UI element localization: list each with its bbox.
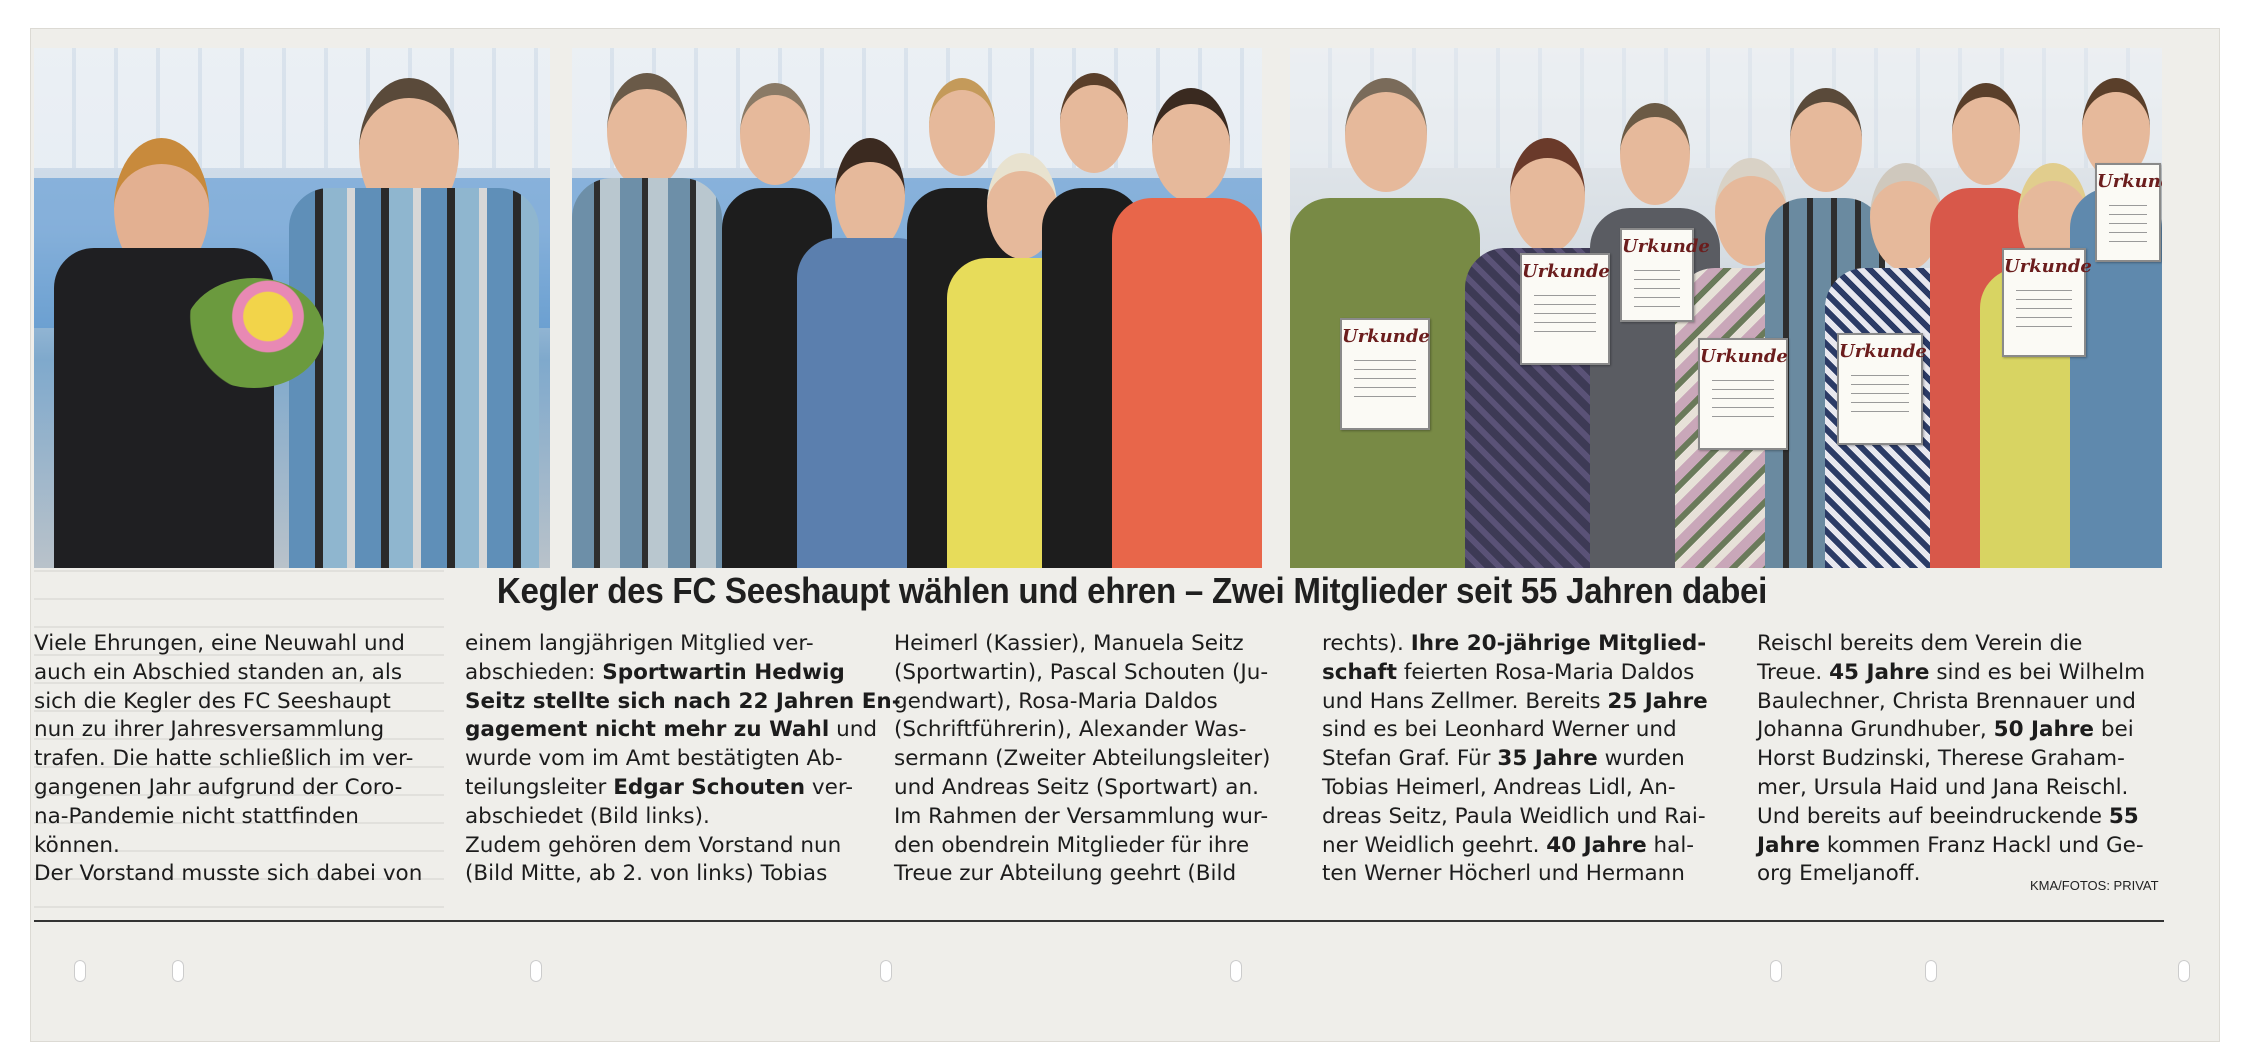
text-run: Heimerl (Kassier), Manuela Seitz — [894, 631, 1244, 656]
text-run: trafen. Die hatte schließlich im ver- — [34, 746, 414, 772]
text-run: (Bild Mitte, ab 2. von links) Tobias — [465, 861, 828, 887]
photo-board — [572, 48, 1262, 568]
text-line — [894, 659, 1304, 688]
text-run: wurden — [1597, 746, 1685, 772]
punch-mark — [2178, 960, 2190, 982]
text-line — [34, 860, 444, 889]
text-run: Horst Budzinski, Therese Graham- — [1757, 746, 2125, 772]
bold-text: 25 Jahre — [1607, 688, 1708, 714]
bold-text: Ihre 20-jährige Mitglied- — [1410, 631, 1707, 656]
text-line — [1757, 803, 2167, 832]
bold-text: Seitz stellte sich nach 22 Jahren En- — [465, 688, 901, 714]
text-run: abschiedet (Bild links). — [465, 803, 710, 829]
text-run: wurde vom im Amt bestätigten Ab- — [465, 746, 843, 772]
text-line — [465, 803, 875, 832]
bold-text: 45 Jahre — [1829, 659, 1930, 685]
text-run: hal- — [1646, 832, 1695, 858]
text-run: Treue. — [1757, 659, 1830, 685]
text-run: ner Weidlich geehrt. — [1322, 832, 1547, 858]
text-run: Treue zur Abteilung geehrt (Bild — [894, 861, 1237, 887]
text-run: na-Pandemie nicht stattfinden — [34, 803, 359, 829]
text-run: kommen Franz Hackl und Ge- — [1820, 832, 2144, 858]
certificate — [1698, 338, 1788, 450]
text-line — [1322, 774, 1732, 803]
horizontal-rule — [34, 920, 2164, 922]
text-run: Und bereits auf beeindruckende — [1757, 803, 2109, 829]
text-run: Reischl bereits dem Verein die — [1757, 631, 2083, 656]
text-column-4 — [1322, 630, 1732, 889]
person-7 — [1112, 48, 1262, 568]
text-run: ten Werner Höcherl und Hermann — [1322, 861, 1685, 887]
text-line — [1757, 716, 2167, 745]
punch-mark — [530, 960, 542, 982]
text-line — [465, 630, 875, 659]
text-line — [465, 716, 875, 745]
text-line — [1322, 630, 1732, 659]
text-run: sind es bei Wilhelm — [1929, 659, 2146, 685]
person-1 — [572, 48, 722, 568]
text-line — [465, 860, 875, 889]
text-line — [1322, 659, 1732, 688]
bold-text: 35 Jahre — [1497, 746, 1598, 772]
text-run: Johanna Grundhuber, — [1757, 717, 1994, 743]
text-line — [34, 774, 444, 803]
punch-mark — [1925, 960, 1937, 982]
certificate — [1620, 228, 1694, 322]
text-run: Der Vorstand musste sich dabei von — [34, 861, 423, 887]
punch-mark — [74, 960, 86, 982]
bold-text: Sportwartin Hedwig — [602, 659, 845, 685]
bold-text: gagement nicht mehr zu Wahl — [465, 717, 830, 743]
text-line — [894, 745, 1304, 774]
text-line — [1757, 774, 2167, 803]
honoree-1 — [1290, 48, 1480, 568]
text-column-3 — [894, 630, 1304, 889]
text-run: können. — [34, 832, 120, 858]
text-line — [34, 745, 444, 774]
text-line — [1322, 716, 1732, 745]
text-line — [894, 688, 1304, 717]
text-run: den obendrein Mitglieder für ihre — [894, 832, 1250, 858]
certificate — [1837, 333, 1923, 445]
text-line — [465, 832, 875, 861]
bold-text: 40 Jahre — [1546, 832, 1647, 858]
text-line — [894, 803, 1304, 832]
text-run: abschieden: — [465, 659, 603, 685]
text-run: gendwart), Rosa-Maria Daldos — [894, 688, 1218, 714]
text-run: und — [829, 717, 877, 743]
text-run: mer, Ursula Haid und Jana Reischl. — [1757, 774, 2129, 800]
text-line — [1322, 832, 1732, 861]
text-run: Tobias Heimerl, Andreas Lidl, An- — [1322, 774, 1676, 800]
photo-farewell — [34, 48, 550, 568]
text-run: Stefan Graf. Für — [1322, 746, 1498, 772]
text-line — [1322, 688, 1732, 717]
certificate — [2095, 163, 2161, 262]
text-run: (Sportwartin), Pascal Schouten (Ju- — [894, 659, 1269, 685]
text-line — [1322, 860, 1732, 889]
text-run: nun zu ihrer Jahresversammlung — [34, 717, 385, 743]
text-line — [465, 688, 901, 717]
text-line — [1322, 803, 1732, 832]
text-run: gangenen Jahr aufgrund der Coro- — [34, 774, 403, 800]
photo-credit: KMA/FOTOS: PRIVAT — [2030, 878, 2159, 893]
text-line — [465, 659, 875, 688]
text-run: bei — [2094, 717, 2134, 743]
punch-mark — [1230, 960, 1242, 982]
text-line — [34, 803, 444, 832]
text-line — [894, 860, 1304, 889]
text-run: auch ein Abschied standen an, als — [34, 659, 403, 685]
certificate — [2002, 248, 2086, 357]
text-run: sind es bei Leonhard Werner und — [1322, 717, 1677, 743]
text-line — [894, 716, 1304, 745]
text-line — [894, 630, 1304, 659]
text-column-1 — [34, 630, 444, 889]
text-line — [1757, 745, 2167, 774]
text-run: org Emeljanoff. — [1757, 861, 1921, 887]
text-run: Im Rahmen der Versammlung wur- — [894, 803, 1269, 829]
bold-text: Jahre — [1757, 832, 1820, 858]
text-line — [465, 774, 875, 803]
text-line — [1757, 659, 2167, 688]
text-run: sermann (Zweiter Abteilungsleiter) — [894, 746, 1271, 772]
text-column-5 — [1757, 630, 2167, 889]
bold-text: 55 — [2108, 803, 2139, 829]
flower-bouquet — [184, 278, 324, 388]
text-line — [1757, 630, 2167, 659]
text-run: (Schriftführerin), Alexander Was- — [894, 717, 1247, 743]
text-run: feierten Rosa-Maria Daldos — [1397, 659, 1695, 685]
text-line — [894, 832, 1304, 861]
text-line — [894, 774, 1304, 803]
text-run: sich die Kegler des FC Seeshaupt — [34, 688, 391, 714]
text-line — [34, 716, 444, 745]
text-line — [1322, 745, 1732, 774]
text-run: ver- — [805, 774, 854, 800]
text-run: Baulechner, Christa Brennauer und — [1757, 688, 2136, 714]
certificate — [1520, 253, 1610, 365]
text-line — [1757, 832, 2167, 861]
punch-mark — [880, 960, 892, 982]
text-line — [465, 745, 875, 774]
punch-mark — [1770, 960, 1782, 982]
text-run: und Hans Zellmer. Bereits — [1322, 688, 1608, 714]
punch-mark — [172, 960, 184, 982]
bold-text: schaft — [1322, 659, 1397, 685]
text-column-2 — [465, 630, 901, 889]
text-line — [34, 659, 444, 688]
certificate — [1340, 318, 1430, 430]
photo-honorees — [1290, 48, 2162, 568]
article-headline: Kegler des FC Seeshaupt wählen und ehren – Zwei Mitglieder seit 55 Jahren dabei — [496, 570, 1768, 611]
person-man — [289, 48, 539, 568]
bold-text: Edgar Schouten — [613, 774, 806, 800]
text-line — [1757, 688, 2167, 717]
text-line — [34, 832, 444, 861]
text-run: und Andreas Seitz (Sportwart) an. — [894, 774, 1259, 800]
text-run: rechts). — [1322, 631, 1411, 656]
text-run: teilungsleiter — [465, 774, 614, 800]
text-line — [34, 630, 444, 659]
text-line — [34, 688, 444, 717]
bold-text: 50 Jahre — [1993, 717, 2095, 743]
text-run: einem langjährigen Mitglied ver- — [465, 631, 814, 656]
text-run: dreas Seitz, Paula Weidlich und Rai- — [1322, 803, 1706, 829]
text-run: Zudem gehören dem Vorstand nun — [465, 832, 842, 858]
text-run: Viele Ehrungen, eine Neuwahl und — [34, 631, 405, 656]
